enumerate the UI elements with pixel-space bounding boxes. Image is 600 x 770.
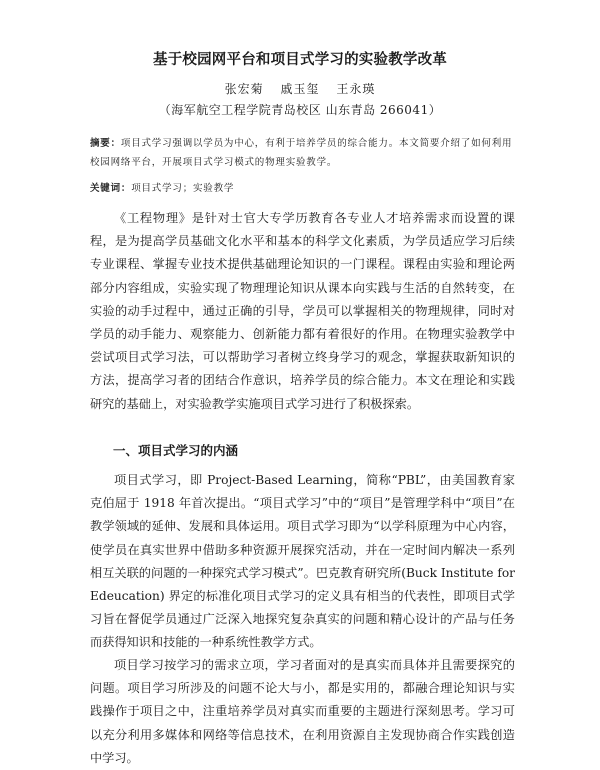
author-name: 张宏菊	[224, 82, 264, 96]
abstract-text: 项目式学习强调以学员为中心，有利于培养学员的综合能力。本文简要介绍了如何利用校园网络平台，开展项目式学习模式的物理实验教学。	[90, 138, 513, 168]
keywords	[90, 180, 520, 194]
paper-title: 基于校园网平台和项目式学习的实验教学改革	[153, 52, 447, 68]
section-heading: 一、项目式学习的内涵	[113, 443, 239, 458]
body-paragraph: 项目式学习，即 Project-Based Learning，简称“PBL”，由美国教育家克伯屈于 1918 年首次提出。“项目式学习”中的“项目”是管理学科中“项目”在教学领域的延伸、发展和具体运用。项目式学习即为“以学科原理为中心内容，使学员在真实世界中借助多种资源开展探究活动，并在一定时间内解决一系列相互关联的问题的一种探究式学习模式”。巴克教育研究所(Buck Institute for Edeucation) 界定的标准化项目式学习的定义具有相当的代表性，即项目式学习旨在督促学员通过广泛深入地探究复杂真实的问题和精心设计的产品与任务而获得知识和技能的一种系统性教学方式。	[90, 473, 515, 650]
abstract	[90, 135, 520, 172]
body-paragraph: 项目学习按学习的需求立项，学习者面对的是真实而具体并且需要探究的问题。项目学习所涉及的问题不论大与小，都是实用的，都融合理论知识与实践操作于项目之中，注重培养学员对真实而重要的主题进行深刻思考。学习可以充分利用多媒体和网络等信息技术，在利用资源自主发现协商合作实践创造中学习。	[90, 658, 515, 765]
body-paragraph: 《工程物理》是针对士官大专学历教育各专业人才培养需求而设置的课程，是为提高学员基础文化水平和基本的科学文化素质，为学员适应学习后续专业课程、掌握专业技术提供基础理论知识的一门课程。课程由实验和理论两部分内容组成，实验实现了物理理论知识从课本向实践与生活的自然转变，在实验的动手过程中，通过正确的引导，学员可以掌握相关的物理规律，同时对学员的动手能力、观察能力、创新能力都有着很好的作用。在物理实验教学中尝试项目式学习法，可以帮助学习者树立终身学习的观念，掌握获取新知识的方法，提高学习者的团结合作意识，培养学员的综合能力。本文在理论和实践研究的基础上，对实验教学实施项目式学习进行了积极探索。	[90, 211, 515, 411]
author-list	[0, 80, 600, 97]
keywords-text: 项目式学习；实验教学	[131, 183, 235, 194]
keywords-label: 关键词：	[90, 183, 132, 194]
author-name: 戚玉玺	[280, 82, 320, 96]
affiliation: （海军航空工程学院青岛校区 山东青岛 266041）	[158, 103, 442, 117]
abstract-label: 摘要：	[90, 138, 121, 149]
author-name: 王永瑛	[336, 82, 376, 96]
